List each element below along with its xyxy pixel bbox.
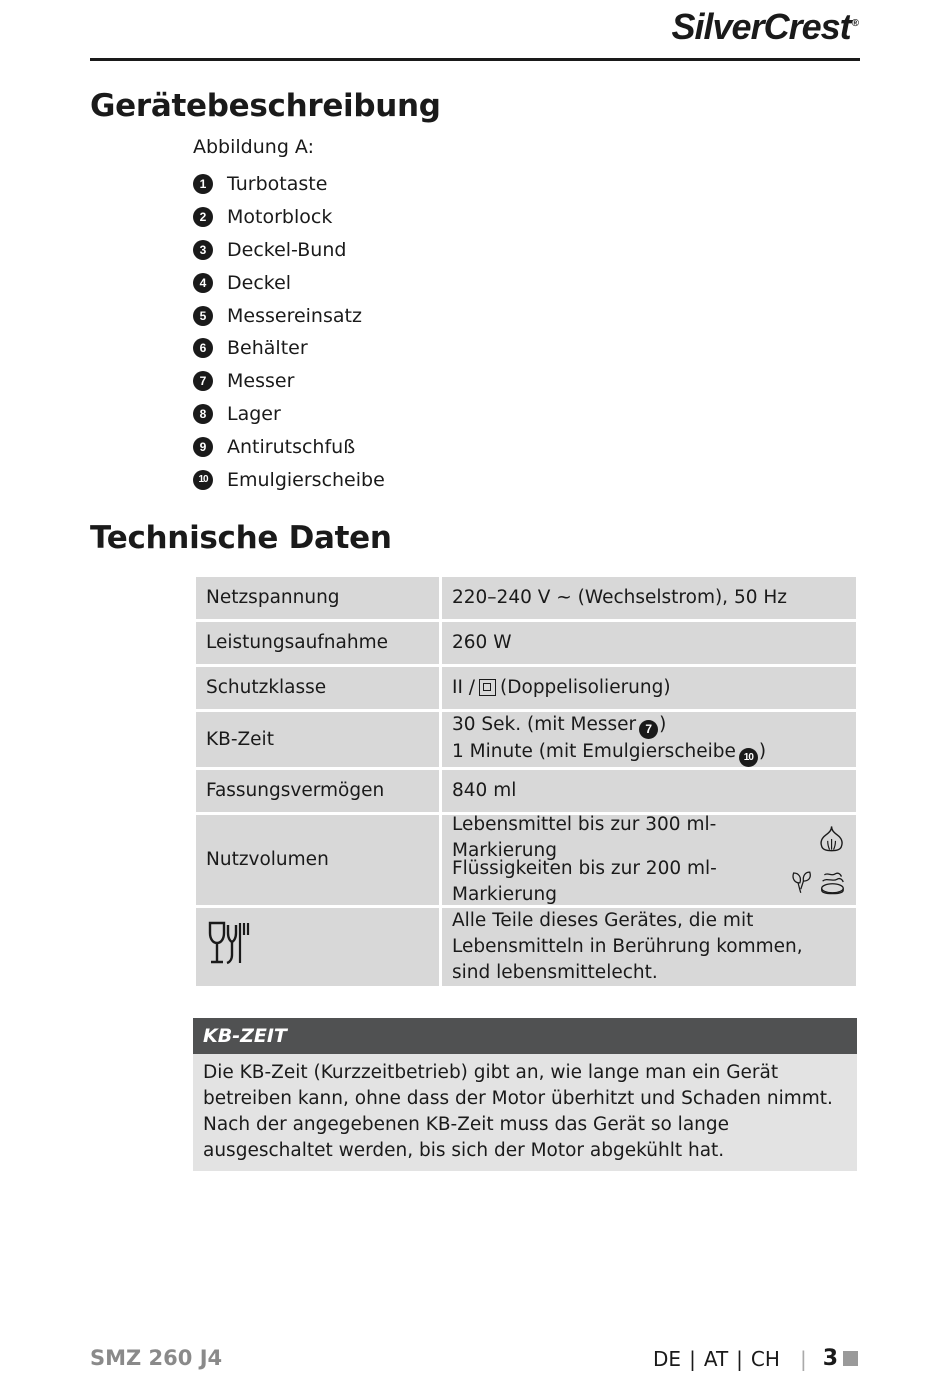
spec-label: Netzspannung xyxy=(195,576,441,621)
garlic-icon xyxy=(817,823,846,853)
spec-label: Schutzklasse xyxy=(195,666,441,711)
list-item xyxy=(193,168,385,201)
info-box-text: Die KB-Zeit (Kurzzeitbetrieb) gibt an, wie lange man ein Gerät betreiben kann, ohne dass der Motor überhitzt und Schaden nimmt. Nach der angegebenen KB-Zeit muss das Gerät so lange ausgeschaltet werden, bis sich der Motor abgekühlt hat. xyxy=(193,1054,857,1171)
separator: | xyxy=(799,1346,807,1371)
section-title-device-description: Gerätebeschreibung xyxy=(90,88,441,124)
liquid-icon xyxy=(819,868,846,896)
part-label: Lager xyxy=(227,402,281,425)
spec-value: 30 Sek. (mit Messer 7 ) 1 Minute (mit Emulgierscheibe 10 ) xyxy=(441,711,858,769)
part-label: Antirutschfuß xyxy=(227,435,356,458)
spec-value: 220–240 V ~ (Wechselstrom), 50 Hz xyxy=(441,576,858,621)
table-row xyxy=(195,907,858,988)
part-number-badge: 4 xyxy=(193,273,213,293)
part-label: Messer xyxy=(227,370,295,393)
list-item xyxy=(193,201,385,234)
part-number-badge: 7 xyxy=(639,720,658,739)
part-number-badge: 8 xyxy=(193,404,213,424)
part-number-badge: 5 xyxy=(193,306,213,326)
spec-value: Lebensmittel bis zur 300 ml-Markierung Flüssigkeiten bis zur 200 ml-Markierung xyxy=(441,814,858,907)
double-insulation-icon xyxy=(479,679,496,696)
header-rule xyxy=(90,58,860,61)
food-safe-glass-fork-icon xyxy=(206,919,252,967)
part-number-badge: 1 xyxy=(193,174,213,194)
language-code: DE xyxy=(653,1346,682,1371)
spec-value: Alle Teile dieses Gerätes, die mit Lebensmitteln in Berührung kommen, sind lebensmittelecht. xyxy=(441,907,858,988)
table-row xyxy=(195,711,858,769)
part-number-badge: 2 xyxy=(193,207,213,227)
part-label: Turbotaste xyxy=(227,173,328,196)
info-box-kb-time xyxy=(193,1018,857,1171)
part-number-badge: 6 xyxy=(193,338,213,358)
table-row xyxy=(195,814,858,907)
figure-reference: Abbildung A: xyxy=(193,136,314,158)
brand-logo: SilverCrest® xyxy=(671,6,858,47)
list-item xyxy=(193,234,385,267)
info-box-title: KB-ZEIT xyxy=(193,1018,857,1054)
spec-label: Leistungsaufnahme xyxy=(195,621,441,666)
footer-model-number: SMZ 260 J4 xyxy=(90,1346,223,1370)
section-title-technical-data: Technische Daten xyxy=(90,520,392,556)
part-label: Emulgierscheibe xyxy=(227,468,385,491)
parts-list xyxy=(193,168,385,496)
technical-data-table xyxy=(193,574,859,989)
page-marker xyxy=(843,1351,858,1366)
list-item xyxy=(193,332,385,365)
list-item xyxy=(193,398,385,431)
part-number-badge: 3 xyxy=(193,240,213,260)
part-label: Behälter xyxy=(227,337,308,360)
table-row xyxy=(195,621,858,666)
spec-value: 840 ml xyxy=(441,769,858,814)
page-number: 3 xyxy=(822,1346,838,1371)
table-row xyxy=(195,769,858,814)
part-label: Motorblock xyxy=(227,206,333,229)
part-label: Deckel-Bund xyxy=(227,238,347,261)
list-item xyxy=(193,463,385,496)
spec-label: Nutzvolumen xyxy=(195,814,441,907)
part-number-badge: 10 xyxy=(739,748,758,767)
separator: | xyxy=(689,1346,696,1371)
table-row xyxy=(195,576,858,621)
part-number-badge: 10 xyxy=(193,470,213,490)
spec-label: KB-Zeit xyxy=(195,711,441,769)
list-item xyxy=(193,430,385,463)
spec-label: Fassungsvermögen xyxy=(195,769,441,814)
language-code: CH xyxy=(750,1346,780,1371)
footer-language-page xyxy=(653,1346,858,1371)
list-item xyxy=(193,365,385,398)
spec-value: 260 W xyxy=(441,621,858,666)
part-label: Deckel xyxy=(227,271,292,294)
spec-value: II / (Doppelisolierung) xyxy=(441,666,858,711)
language-code: AT xyxy=(703,1346,729,1371)
part-label: Messereinsatz xyxy=(227,304,362,327)
list-item xyxy=(193,266,385,299)
part-number-badge: 7 xyxy=(193,371,213,391)
part-number-badge: 9 xyxy=(193,437,213,457)
list-item xyxy=(193,299,385,332)
separator: | xyxy=(736,1346,743,1371)
herbs-icon xyxy=(790,868,813,896)
food-safe-cell xyxy=(195,907,441,988)
table-row xyxy=(195,666,858,711)
